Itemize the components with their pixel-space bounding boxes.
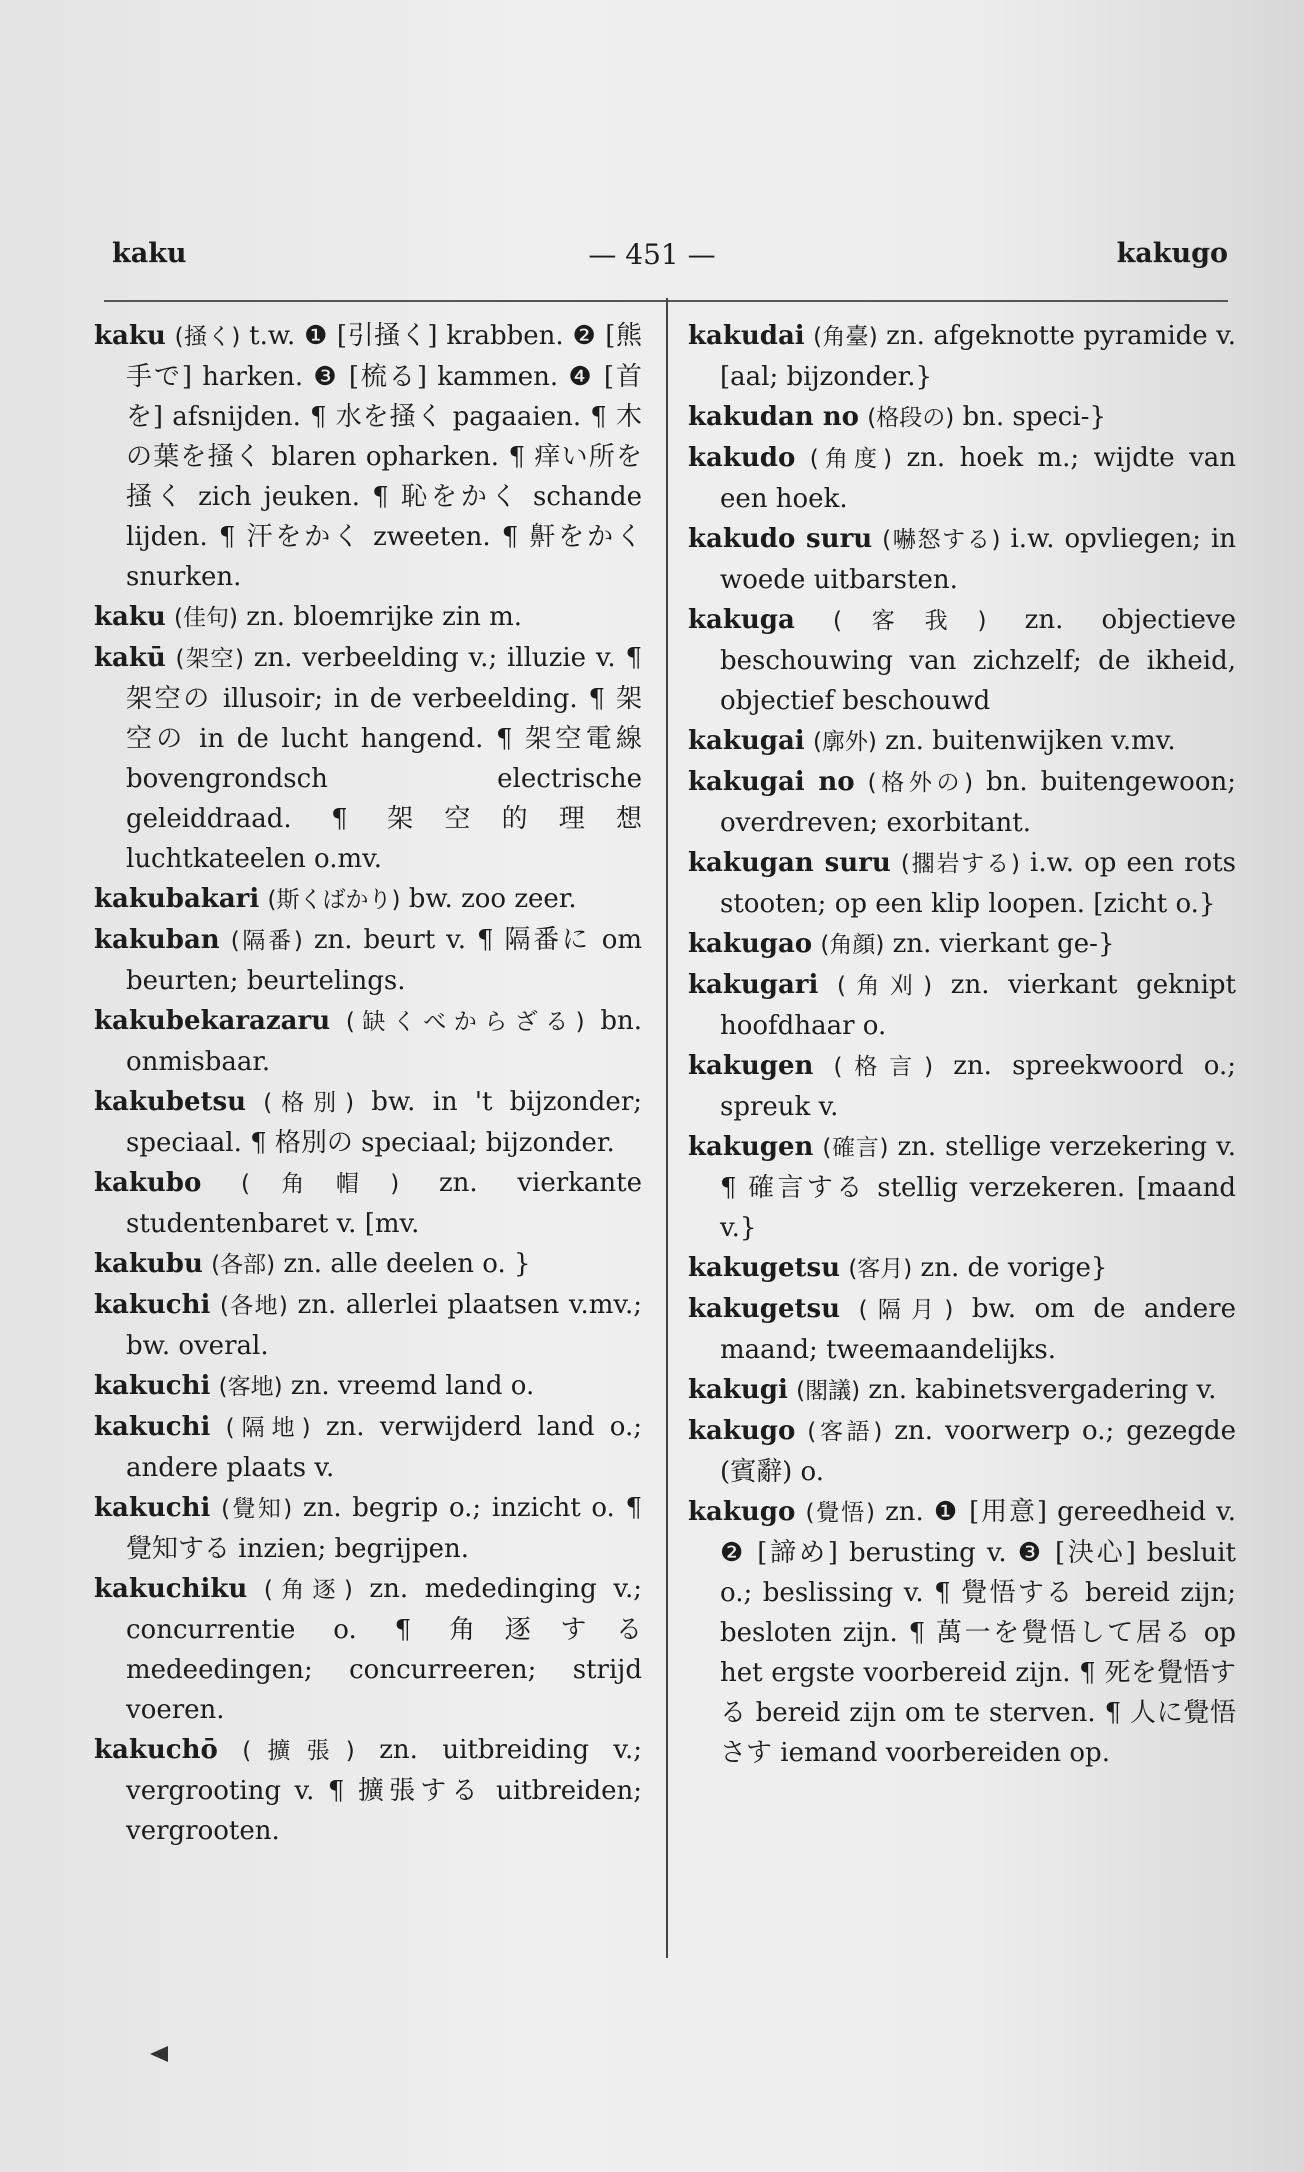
- entry-headword: kakugao: [688, 929, 813, 959]
- dictionary-entry: [688, 965, 1236, 1046]
- header-right-guideword: kakugo: [1116, 238, 1228, 269]
- entry-headword: kakuchiku: [94, 1574, 248, 1604]
- dictionary-entry: [94, 1366, 642, 1407]
- entry-kanji: (角刈): [837, 973, 933, 999]
- dictionary-entry: [688, 843, 1236, 924]
- entry-kanji: (角顔): [820, 932, 885, 958]
- entry-gloss: zn. verbeelding v.; illuzie v. ¶ 架空の illusoir; in de verbeelding. ¶ 架空の in de lucht hangend. ¶ 架空電線 bovengrondsch electrische geleiddraad. ¶ 架空的理想 luchtkateelen o.mv.: [126, 643, 642, 874]
- entry-gloss: zn. spreekwoord o.; spreuk v.: [720, 1051, 1236, 1122]
- entry-gloss: i.w. op een rots stooten; op een klip loopen. [zicht o.}: [720, 848, 1236, 919]
- dictionary-entry: [94, 1488, 642, 1569]
- entry-gloss: zn. beurt v. ¶ 隔番に om beurten; beurtelings.: [126, 925, 642, 996]
- dictionary-entry: [688, 1289, 1236, 1370]
- entry-gloss: zn. mededinging v.; concurrentie o. ¶ 角逐する medeedingen; concurreeren; strijd voeren.: [126, 1574, 642, 1725]
- dictionary-entry: [94, 1569, 642, 1730]
- dictionary-entry: [688, 1127, 1236, 1248]
- entry-kanji: (格段の): [867, 405, 955, 431]
- entry-gloss: t.w. ❶ [引掻く] krabben. ❷ [熊手で] harken. ❸ [梳る] kammen. ❹ [首を] afsnijden. ¶ 水を掻く pagaaien. ¶ 木の葉を掻く blaren opharken. ¶ 痒い所を掻く zich jeuken. ¶ 恥をかく schande lijden. ¶ 汗をかく zweeten. ¶ 鼾をかく snurken.: [126, 321, 642, 592]
- entry-kanji: (覺悟): [805, 1500, 875, 1526]
- entry-kanji: (格外の): [867, 770, 974, 796]
- entry-kanji: (隔地): [225, 1415, 311, 1441]
- dictionary-entry: [94, 638, 642, 879]
- dictionary-entry: [688, 1046, 1236, 1127]
- entry-headword: kakugen: [688, 1051, 814, 1081]
- entry-gloss: zn. verwijderd land o.; andere plaats v.: [126, 1412, 642, 1483]
- entry-gloss: zn. stellige verzekering v. ¶ 確言する stellig verzekeren. [maand v.}: [720, 1132, 1236, 1243]
- dictionary-entry: [688, 438, 1236, 519]
- entry-gloss: bw. zoo zeer.: [408, 884, 577, 914]
- entry-gloss: zn. vreemd land o.: [290, 1371, 535, 1401]
- entry-kanji: (角臺): [813, 324, 878, 350]
- page-number: — 451 —: [588, 238, 716, 271]
- dictionary-entry: [94, 1163, 642, 1244]
- dictionary-entry: [688, 1370, 1236, 1411]
- dictionary-entry: [94, 879, 642, 920]
- entry-headword: kakugetsu: [688, 1294, 841, 1324]
- entry-kanji: (擱岩する): [900, 851, 1020, 877]
- dictionary-entry: [688, 397, 1236, 438]
- dictionary-entry: [688, 1248, 1236, 1289]
- entry-headword: kakugo: [688, 1416, 796, 1446]
- entry-gloss: bn. onmisbaar.: [126, 1006, 642, 1077]
- entry-kanji: (隔月): [858, 1297, 954, 1323]
- entry-headword: kakuchō: [94, 1735, 218, 1765]
- entry-headword: kakudo suru: [688, 524, 873, 554]
- entry-kanji: (覺知): [221, 1496, 293, 1522]
- entry-headword: kakuchi: [94, 1371, 211, 1401]
- dictionary-entry: [94, 1730, 642, 1851]
- entry-kanji: (確言): [822, 1135, 889, 1161]
- entry-kanji: (客地): [218, 1374, 283, 1400]
- entry-headword: kakudan no: [688, 402, 860, 432]
- entry-kanji: (角帽): [241, 1171, 400, 1197]
- entry-gloss: zn. vierkante studentenbaret v. [mv.: [126, 1168, 642, 1239]
- entry-headword: kakubekarazaru: [94, 1006, 331, 1036]
- entry-kanji: (擴張): [242, 1738, 355, 1764]
- entry-kanji: (各地): [219, 1293, 288, 1319]
- entry-gloss: bn. speci-}: [962, 402, 1106, 432]
- entry-headword: kakugai no: [688, 767, 855, 797]
- dictionary-entry: [688, 600, 1236, 721]
- entry-headword: kakū: [94, 643, 166, 673]
- entry-gloss: i.w. opvliegen; in woede uitbarsten.: [720, 524, 1236, 595]
- entry-gloss: zn. voorwerp o.; gezegde (賓辭) o.: [720, 1416, 1236, 1487]
- header-left-guideword: kaku: [112, 238, 187, 269]
- entry-kanji: (缺くべからざる): [345, 1009, 585, 1035]
- entry-headword: kakubu: [94, 1249, 203, 1279]
- dictionary-entry: [688, 1411, 1236, 1492]
- entry-headword: kaku: [94, 602, 166, 632]
- entry-headword: kakuchi: [94, 1493, 211, 1523]
- entry-headword: kakugen: [688, 1132, 814, 1162]
- dictionary-entry: [94, 1001, 642, 1082]
- entry-kanji: (廓外): [812, 729, 877, 755]
- entry-kanji: (掻く): [174, 324, 241, 350]
- entry-gloss: bn. buitengewoon; overdreven; exorbitant.: [720, 767, 1236, 838]
- entry-headword: kakudai: [688, 321, 805, 351]
- entry-headword: kakudo: [688, 443, 796, 473]
- entry-headword: kakugi: [688, 1375, 788, 1405]
- entry-headword: kaku: [94, 321, 166, 351]
- entry-kanji: (客月): [848, 1256, 913, 1282]
- entry-headword: kakuban: [94, 925, 220, 955]
- entry-gloss: zn. vierkant geknipt hoofdhaar o.: [720, 970, 1236, 1041]
- left-column: [94, 316, 642, 1976]
- dictionary-entry: [94, 597, 642, 638]
- entry-gloss: zn. objectieve beschouwing van zichzelf; de ikheid, objectief beschouwd: [720, 605, 1236, 716]
- entry-gloss: zn. vierkant ge-}: [892, 929, 1115, 959]
- entry-kanji: (格別): [263, 1090, 355, 1116]
- column-divider: [666, 298, 668, 1958]
- dictionary-entry: [688, 721, 1236, 762]
- entry-gloss: zn. uitbreiding v.; vergrooting v. ¶ 擴張する uitbreiden; vergrooten.: [126, 1735, 642, 1846]
- entry-gloss: zn. hoek m.; wijdte van een hoek.: [720, 443, 1236, 514]
- entry-headword: kakubo: [94, 1168, 202, 1198]
- entry-gloss: zn. allerlei plaatsen v.mv.; bw. overal.: [126, 1290, 642, 1361]
- entry-kanji: (格言): [833, 1054, 934, 1080]
- entry-headword: kakugari: [688, 970, 819, 1000]
- entry-headword: kakugan suru: [688, 848, 891, 878]
- entry-kanji: (斯くばかり): [267, 887, 401, 913]
- entry-kanji: (架空): [175, 646, 244, 672]
- dictionary-entry: [688, 316, 1236, 397]
- dictionary-entry: [688, 924, 1236, 965]
- entry-headword: kakugo: [688, 1497, 796, 1527]
- entry-headword: kakuchi: [94, 1412, 211, 1442]
- entry-gloss: bw. om de andere maand; tweemaandelijks.: [720, 1294, 1236, 1365]
- entry-headword: kakubakari: [94, 884, 260, 914]
- dictionary-entry: [94, 316, 642, 597]
- entry-headword: kakubetsu: [94, 1087, 247, 1117]
- dictionary-entry: [688, 519, 1236, 600]
- entry-gloss: zn. buitenwijken v.mv.: [885, 726, 1176, 756]
- dictionary-entry: [688, 1492, 1236, 1773]
- dictionary-entry: [94, 1082, 642, 1163]
- dictionary-entry: [688, 762, 1236, 843]
- entry-kanji: (角逐): [263, 1577, 353, 1603]
- entry-kanji: (佳句): [174, 605, 238, 631]
- entry-gloss: zn. kabinetsvergadering v.: [868, 1375, 1217, 1405]
- entry-gloss: bw. in 't bijzonder; speciaal. ¶ 格別の speciaal; bijzonder.: [126, 1087, 642, 1158]
- entry-gloss: zn. afgeknotte pyramide v. [aal; bijzonder.}: [720, 321, 1236, 392]
- entry-kanji: (隔番): [230, 928, 303, 954]
- dictionary-entry: [94, 1244, 642, 1285]
- entry-headword: kakuga: [688, 605, 795, 635]
- entry-gloss: zn. de vorige}: [920, 1253, 1108, 1283]
- right-column: [688, 316, 1236, 1976]
- dictionary-entry: [94, 1407, 642, 1488]
- page-corner-mark: [150, 2046, 168, 2062]
- entry-gloss: zn. alle deelen o. }: [283, 1249, 531, 1279]
- dictionary-entry: [94, 1285, 642, 1366]
- entry-headword: kakugai: [688, 726, 805, 756]
- entry-headword: kakugetsu: [688, 1253, 841, 1283]
- dictionary-entry: [94, 920, 642, 1001]
- entry-headword: kakuchi: [94, 1290, 211, 1320]
- entry-kanji: (各部): [211, 1252, 276, 1278]
- entry-gloss: zn. bloemrijke zin m.: [246, 602, 523, 632]
- entry-kanji: (閣議): [796, 1378, 861, 1404]
- entry-kanji: (客語): [807, 1419, 883, 1445]
- entry-kanji: (客我): [832, 608, 987, 634]
- entry-kanji: (嚇怒する): [882, 527, 1001, 553]
- entry-kanji: (角度): [809, 446, 893, 472]
- entry-gloss: zn. begrip o.; inzicht o. ¶ 覺知する inzien; begrijpen.: [126, 1493, 642, 1564]
- entry-gloss: zn. ❶ [用意] gereedheid v. ❷ [諦め] berusting v. ❸ [決心] besluit o.; beslissing v. ¶ 覺悟する bereid zijn; besloten zijn. ¶ 萬一を覺悟して居る op het ergste voorbereid zijn. ¶ 死を覺悟する bereid zijn om te sterven. ¶ 人に覺悟さす iemand voorbereiden op.: [720, 1497, 1236, 1768]
